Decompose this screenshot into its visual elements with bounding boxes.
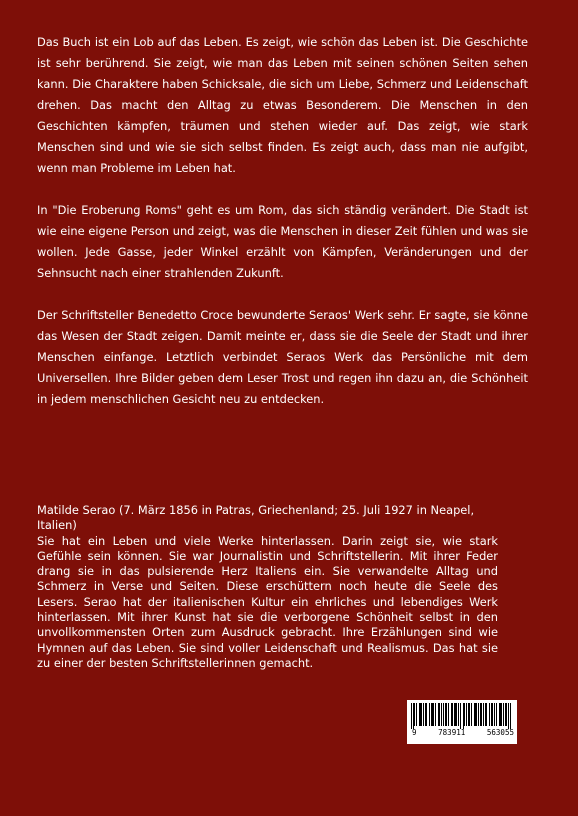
barcode-bar [489, 703, 490, 726]
barcode-digits-right: 563055 [486, 728, 514, 737]
barcode-bar [452, 703, 453, 726]
barcode-bar [441, 703, 442, 726]
barcode-bar [476, 703, 477, 726]
barcode-bar [466, 703, 467, 726]
barcode-bar [423, 703, 424, 726]
barcode-bar [421, 703, 422, 726]
barcode-bar [510, 703, 511, 729]
barcode-bar [433, 703, 434, 726]
barcode-bar [439, 703, 440, 726]
barcode-bar [426, 703, 427, 726]
barcode-bar [508, 703, 509, 729]
barcode-bar [419, 703, 420, 726]
barcode-bar [464, 703, 465, 726]
barcode-bar [431, 703, 432, 726]
barcode-bar [451, 703, 452, 726]
barcode-bar [503, 703, 504, 726]
barcode-bar [446, 703, 447, 726]
barcode-bar [448, 703, 449, 726]
barcode-bar [414, 703, 415, 726]
isbn-barcode [407, 700, 517, 744]
author-bio-text: Sie hat ein Leben und viele Werke hinterlassen. Darin zeigt sie, wie stark Gefühle sein können. Sie war Journalistin und Schriftstellerin. Mit ihrer Feder drang sie in das pulsierende Herz Italiens ein. Sie verwandelte Alltag und Schmerz in Verse und Seiten. Diese erschüttern noch heute die Seele des Lesers. Serao hat der italienischen Kultur ein ehrliches und lebendiges Werk hinterlassen. Mit ihrer Kunst hat sie die verborgene Schönheit selbst in den unvollkommensten Orten zum Ausdruck gebracht. Ihre Erzählungen sind wie Hymnen auf das Leben. Sie sind voller Leidenschaft und Realismus. Das hat sie zu einer der besten Schriftstellerinnen gemacht. [37, 533, 498, 670]
barcode-bar [496, 703, 497, 726]
barcode-bar [491, 703, 492, 726]
barcode-bar [483, 703, 484, 726]
barcode-bar [474, 703, 475, 726]
barcode-bar [413, 703, 414, 729]
barcode-bar [456, 703, 457, 726]
barcode-bar [471, 703, 472, 726]
barcode-bar [501, 703, 502, 726]
barcode-bar [492, 703, 493, 726]
barcode-bar [475, 703, 476, 726]
barcode-bar [468, 703, 469, 726]
barcode-bar [505, 703, 506, 726]
barcode-bar [443, 703, 444, 726]
barcode-bar [460, 703, 461, 729]
barcode-bar [455, 703, 456, 726]
barcode-bar [445, 703, 446, 726]
barcode-bar [469, 703, 470, 726]
author-bio [37, 503, 498, 671]
barcode-bar [411, 703, 412, 729]
barcode-bar [494, 703, 495, 726]
barcode-digit-first: 9 [412, 728, 417, 737]
barcode-bar [478, 703, 479, 726]
barcode-bar [458, 703, 459, 726]
barcode-bar [463, 703, 464, 729]
barcode-bar [454, 703, 455, 726]
barcode-bar [480, 703, 481, 726]
barcode-digits [412, 728, 514, 737]
barcode-bars [411, 703, 513, 729]
barcode-bar [485, 703, 486, 726]
barcode-bar [481, 703, 482, 726]
author-bio-heading: Matilde Serao (7. März 1856 in Patras, Griechenland; 25. Juli 1927 in Neapel, Italien) [37, 503, 475, 533]
barcode-bar [506, 703, 507, 726]
barcode-bar [500, 703, 501, 726]
blurb-paragraph-2: In "Die Eroberung Roms" geht es um Rom, das sich ständig verändert. Die Stadt ist wie eine eigene Person und zeigt, was die Menschen in dieser Zeit fühlen und was sie wollen. Jede Gasse, jeder Winkel erzählt von Kämpfen, Veränderungen und der Sehnsucht nach einer strahlenden Zukunft. [37, 203, 528, 280]
blurb-text [37, 32, 528, 431]
barcode-bar [416, 703, 417, 726]
barcode-bar [499, 703, 500, 726]
barcode-bar [425, 703, 426, 726]
barcode-digits-left: 783911 [438, 728, 466, 737]
blurb-paragraph-1: Das Buch ist ein Lob auf das Leben. Es zeigt, wie schön das Leben ist. Die Geschichte ist sehr berührend. Sie zeigt, wie man das Leben mit seinen schönen Seiten sehen kann. Die Charaktere haben Schicksale, die sich um Liebe, Schmerz und Leidenschaft drehen. Das macht den Alltag zu etwas Besonderem. Die Menschen in den Geschichten kämpfen, träumen und stehen wieder auf. Das zeigt, wie stark Menschen sind und wie sie sich selbst finden. Es zeigt auch, dass man nie aufgibt, wenn man Probleme im Leben hat. [37, 35, 528, 175]
barcode-bar [420, 703, 421, 726]
barcode-bar [432, 703, 433, 726]
blurb-paragraph-3: Der Schriftsteller Benedetto Croce bewunderte Seraos' Werk sehr. Er sagte, sie könne das Wesen der Stadt zeigen. Damit meinte er, dass sie die Seele der Stadt und ihrer Menschen einfange. Letztlich verbindet Seraos Werk das Persönliche mit dem Universellen. Ihre Bilder geben dem Leser Trost und regen ihn dazu an, die Schönheit in jedem menschlichen Gesicht neu zu entdecken. [37, 308, 528, 406]
barcode-bar [435, 703, 436, 726]
barcode-bar [438, 703, 439, 726]
barcode-bar [486, 703, 487, 726]
barcode-bar [429, 703, 430, 726]
